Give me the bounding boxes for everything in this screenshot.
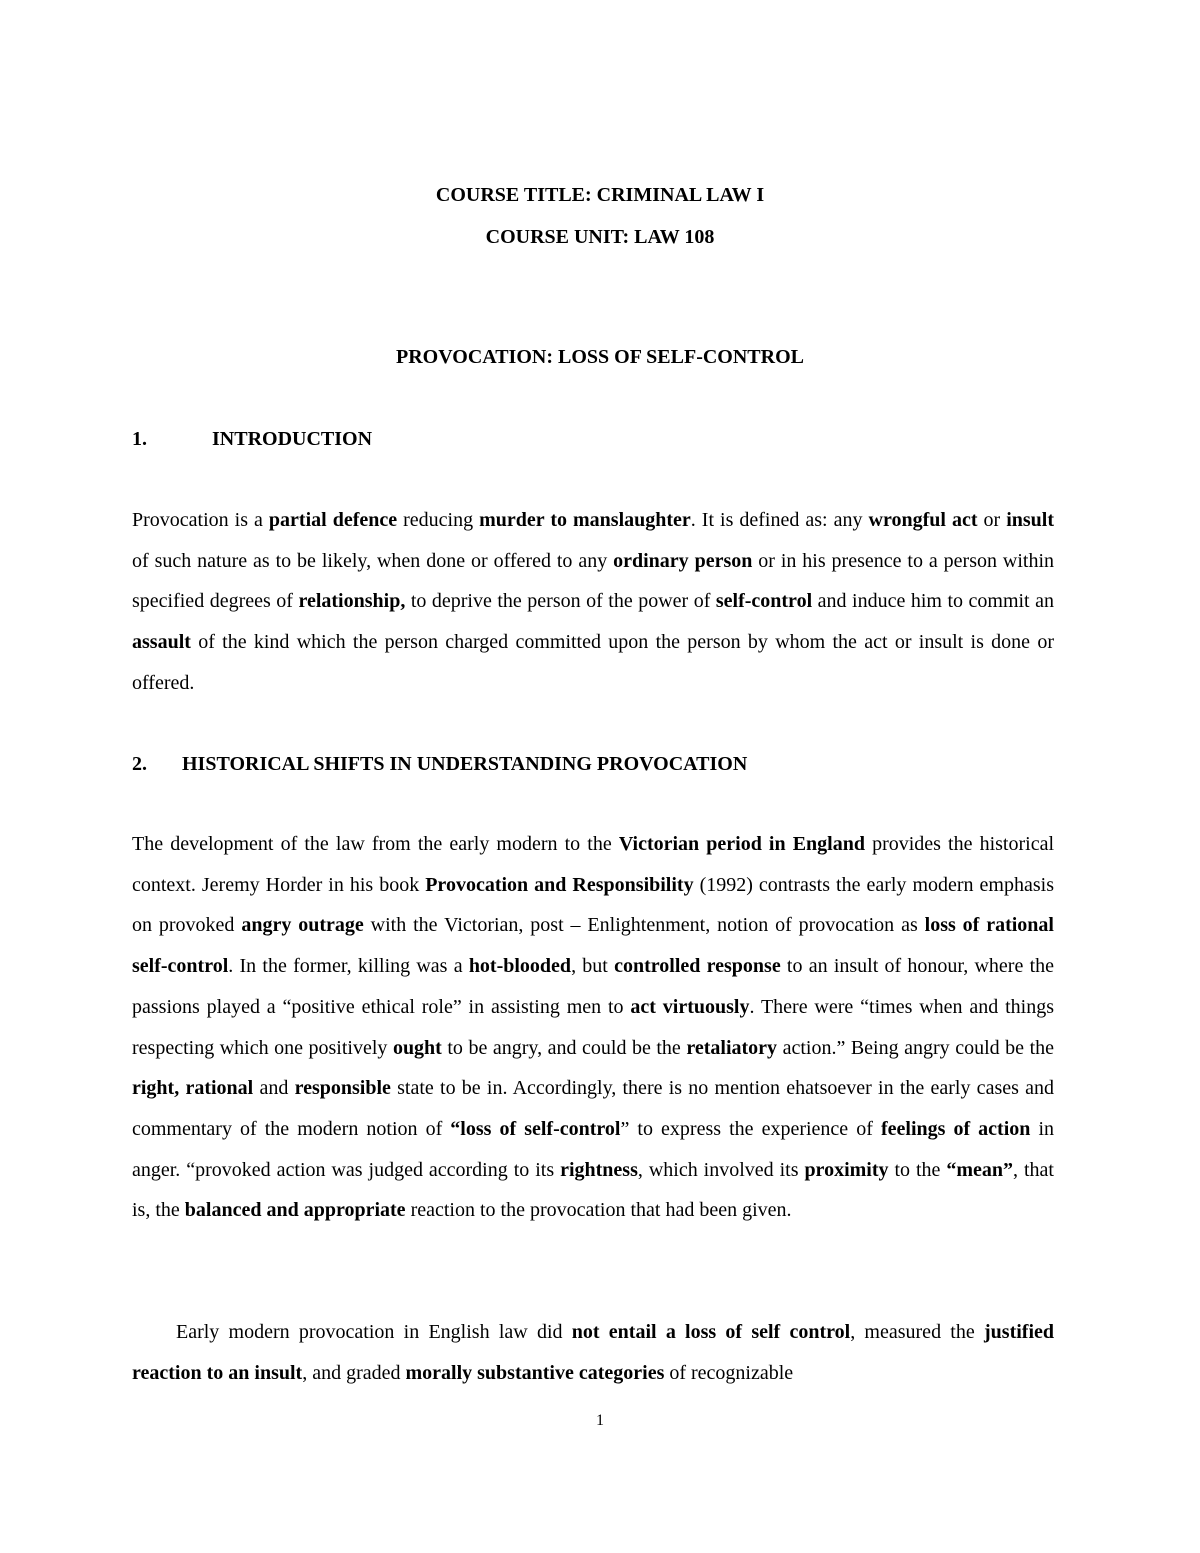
emphasis-text: justified reaction to an insult (132, 1321, 1054, 1384)
emphasis-text: not entail a loss of self control (571, 1321, 851, 1343)
body-text: of the kind which the person charged committed upon the person by whom the act or insult is done or offered. (132, 631, 1054, 694)
emphasis-text: assault (132, 631, 191, 654)
emphasis-text: act virtuously (630, 995, 750, 1018)
section-number: 1. (132, 428, 147, 450)
emphasis-text: responsible (294, 1077, 391, 1100)
course-title: COURSE TITLE: CRIMINAL LAW I (435, 184, 765, 206)
emphasis-text: feelings of action (880, 1117, 1031, 1140)
body-text: and induce him to commit an (812, 590, 1054, 613)
emphasis-text: angry outrage (241, 914, 364, 937)
section-title: INTRODUCTION (212, 428, 373, 450)
paragraph-introduction (132, 500, 1054, 704)
body-text: state to be in. Accordingly, there is no mention ehatsoever in the early cases and commentary of the modern notion of (132, 1077, 1054, 1140)
body-text: (1992) contrasts the early modern emphasis on provoked (132, 873, 1054, 937)
paragraph-historical-context (132, 824, 1054, 1231)
emphasis-text: ordinary person (613, 549, 753, 572)
emphasis-text: hot-blooded (468, 955, 572, 978)
body-text: in anger. “provoked action was judged according to its (132, 1117, 1055, 1181)
body-text: Early modern provocation in English law did (176, 1321, 572, 1343)
emphasis-text: balanced and appropriate (184, 1199, 406, 1222)
body-text: to an insult of honour, where the passions played a “positive ethical role” in assisting men to (132, 955, 1055, 1018)
body-text: , that is, the (132, 1158, 1054, 1222)
body-text: to the (888, 1158, 947, 1181)
body-text: with the Victorian, post – Enlightenment, notion of provocation as (363, 914, 925, 937)
paragraph-early-modern (132, 1312, 1054, 1393)
document-title: PROVOCATION: LOSS OF SELF-CONTROL (396, 346, 804, 368)
body-text: . It is defined as: any (690, 509, 869, 531)
body-text: , and graded (302, 1361, 406, 1384)
emphasis-text: wrongful act (868, 509, 978, 531)
emphasis-text: Provocation and Responsibility (425, 873, 694, 896)
body-text: action.” Being angry could be the (777, 1036, 1054, 1059)
emphasis-text: morally substantive categories (405, 1361, 665, 1384)
body-text: or (977, 509, 1007, 531)
emphasis-text: murder to manslaughter (479, 509, 691, 531)
section-number: 2. (132, 753, 147, 775)
body-text: . In the former, killing was a (228, 955, 469, 978)
body-text: provides the historical context. Jeremy Horder in his book (132, 833, 1054, 896)
emphasis-text: controlled response (614, 955, 781, 978)
emphasis-text: insult (1006, 509, 1055, 531)
body-text: reaction to the provocation that had been given. (405, 1199, 792, 1222)
body-text: to be angry, and could be the (441, 1036, 687, 1059)
section-heading-historical-shifts (132, 753, 747, 776)
emphasis-text: self-control (715, 590, 813, 613)
emphasis-text: proximity (804, 1158, 889, 1181)
emphasis-text: retaliatory (686, 1036, 778, 1059)
body-text: Provocation is a (132, 509, 269, 531)
body-text: and (253, 1077, 295, 1100)
body-text: , measured the (850, 1321, 984, 1343)
body-text: , which involved its (637, 1158, 805, 1181)
body-text: . There were “times when and things respecting which one positively (132, 995, 1054, 1059)
emphasis-text: loss of rational self-control (132, 914, 1054, 978)
emphasis-text: right, rational (132, 1077, 254, 1100)
body-text: of recognizable (664, 1361, 794, 1384)
emphasis-text: “mean” (946, 1158, 1014, 1181)
body-text: or in his presence to a person within specified degrees of (132, 549, 1055, 613)
body-text: reducing (397, 509, 480, 531)
body-text: , but (571, 955, 615, 978)
section-heading-introduction (132, 428, 372, 451)
emphasis-text: “loss of self-control (450, 1117, 621, 1140)
body-text: to deprive the person of the power of (405, 590, 716, 613)
body-text: The development of the law from the early modern to the (132, 833, 619, 855)
page-number: 1 (596, 1412, 604, 1429)
emphasis-text: relationship, (298, 590, 406, 613)
body-text: ” to express the experience of (620, 1117, 881, 1140)
section-title: HISTORICAL SHIFTS IN UNDERSTANDING PROVOCATION (182, 753, 748, 775)
emphasis-text: rightness (560, 1158, 638, 1181)
course-unit: COURSE UNIT: LAW 108 (485, 226, 715, 248)
emphasis-text: Victorian period in England (618, 833, 865, 855)
emphasis-text: ought (392, 1036, 442, 1059)
body-text: of such nature as to be likely, when done or offered to any (132, 549, 614, 572)
emphasis-text: partial defence (268, 509, 398, 531)
